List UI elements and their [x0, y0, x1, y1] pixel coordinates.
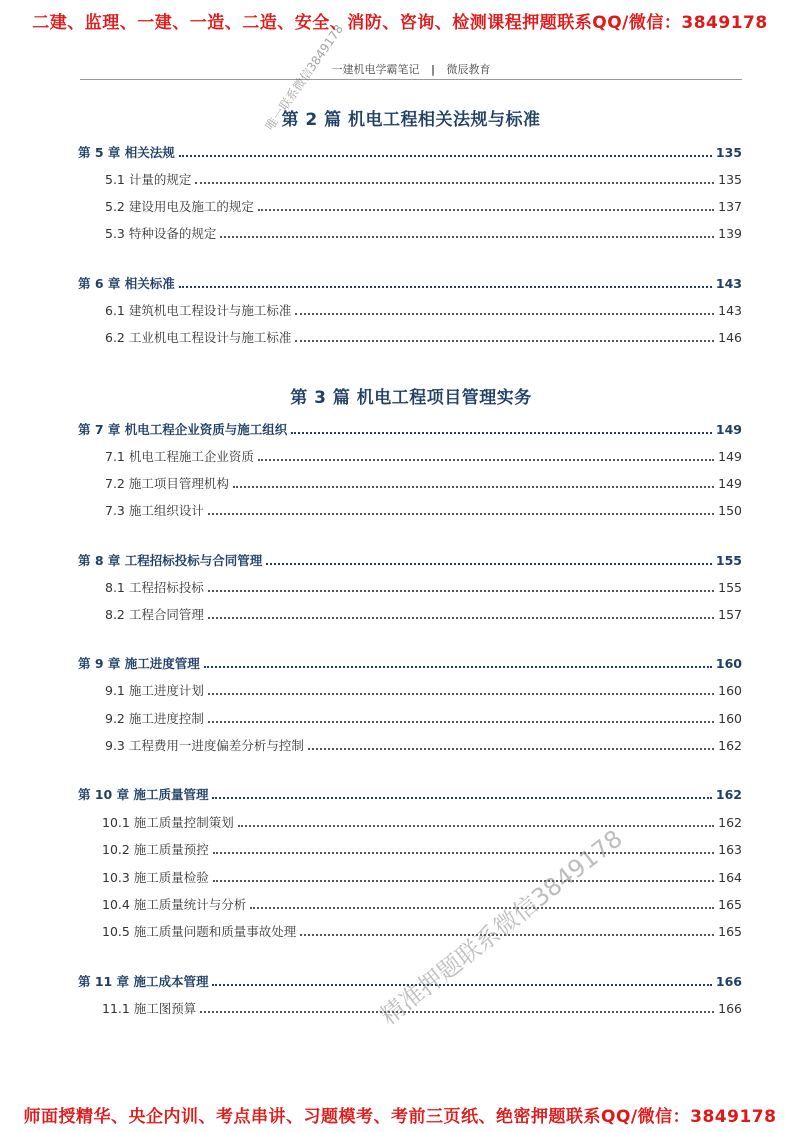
toc-chapter-6[interactable]: [78, 275, 742, 293]
dot-leader: [179, 155, 712, 157]
toc-label: 9.2 施工进度控制: [105, 711, 204, 726]
toc-page-number: 162: [715, 787, 742, 802]
toc-label: 8.2 工程合同管理: [105, 607, 204, 622]
toc-label: 8.1 工程招标投标: [105, 580, 204, 595]
toc-page-number: 165: [718, 924, 742, 939]
dot-leader: [204, 666, 712, 668]
dot-leader: [238, 825, 714, 827]
running-header: [80, 61, 742, 77]
toc-label: 6.1 建筑机电工程设计与施工标准: [105, 303, 292, 318]
toc-section-9-1[interactable]: [78, 682, 742, 700]
dot-leader: [208, 693, 714, 695]
dot-leader: [258, 459, 714, 461]
toc-page-number: 155: [718, 580, 742, 595]
dot-leader: [208, 590, 714, 592]
toc-section-8-2[interactable]: [78, 606, 742, 624]
toc-page-number: 135: [718, 172, 742, 187]
toc-label: 7.1 机电工程施工企业资质: [105, 449, 254, 464]
bottom-banner: 师面授精华、央企内训、考点串讲、习题模考、考前三页纸、绝密押题联系QQ/微信：3849178: [23, 1107, 777, 1127]
dot-leader: [213, 880, 714, 882]
toc-page-number: 162: [718, 738, 742, 753]
dot-leader: [200, 1011, 714, 1013]
toc-label: 7.2 施工项目管理机构: [105, 476, 229, 491]
running-header-separator: |: [430, 63, 436, 76]
toc-chapter-5[interactable]: [78, 144, 742, 162]
dot-leader: [295, 340, 714, 342]
toc-label: 第 8 章 工程招标投标与合同管理: [78, 553, 263, 568]
toc-page-number: 143: [715, 276, 742, 291]
toc-chapter-7[interactable]: [78, 421, 742, 439]
dot-leader: [291, 432, 712, 434]
dot-leader: [266, 563, 712, 565]
dot-leader: [208, 617, 714, 619]
toc-label: 第 10 章 施工质量管理: [78, 787, 209, 802]
toc-section-9-2[interactable]: [78, 710, 742, 728]
toc-page-number: 166: [715, 974, 742, 989]
dot-leader: [208, 721, 714, 723]
toc-label: 5.3 特种设备的规定: [105, 226, 217, 241]
toc-label: 6.2 工业机电工程设计与施工标准: [105, 330, 292, 345]
toc-section-10-3[interactable]: [78, 869, 742, 887]
toc-chapter-9[interactable]: [78, 655, 742, 673]
toc-label: 9.3 工程费用一进度偏差分析与控制: [105, 738, 304, 753]
top-banner: 二建、监理、一建、一造、二造、安全、消防、咨询、检测课程押题联系QQ/微信：3849178: [32, 13, 768, 33]
toc-page-number: 160: [718, 711, 742, 726]
toc-label: 第 11 章 施工成本管理: [78, 974, 209, 989]
dot-leader: [258, 209, 714, 211]
toc-section-8-1[interactable]: [78, 579, 742, 597]
toc-page-number: 160: [715, 656, 742, 671]
toc-label: 5.2 建设用电及施工的规定: [105, 199, 254, 214]
dot-leader: [233, 486, 714, 488]
toc-chapter-8[interactable]: [78, 552, 742, 570]
dot-leader: [212, 797, 711, 799]
toc-label: 第 9 章 施工进度管理: [78, 656, 200, 671]
header-rule: [80, 79, 742, 80]
toc-label: 11.1 施工图预算: [102, 1001, 197, 1016]
toc-page-number: 137: [718, 199, 742, 214]
toc-page-number: 162: [718, 815, 742, 830]
toc-label: 10.3 施工质量检验: [102, 870, 209, 885]
toc-section-10-1[interactable]: [78, 814, 742, 832]
toc-section-9-3[interactable]: [78, 737, 742, 755]
dot-leader: [308, 748, 714, 750]
toc-label: 9.1 施工进度计划: [105, 683, 204, 698]
dot-leader: [213, 852, 714, 854]
toc-section-5-3[interactable]: [78, 225, 742, 243]
dot-leader: [208, 513, 714, 515]
toc-page-number: 157: [718, 607, 742, 622]
dot-leader: [212, 984, 711, 986]
toc-label: 第 7 章 机电工程企业资质与施工组织: [78, 422, 288, 437]
toc-section-7-2[interactable]: [78, 475, 742, 493]
toc-page-number: 166: [718, 1001, 742, 1016]
toc-section-5-2[interactable]: [78, 198, 742, 216]
dot-leader: [220, 236, 714, 238]
toc-section-7-3[interactable]: [78, 502, 742, 520]
toc-page-number: 155: [715, 553, 742, 568]
toc-page-number: 163: [718, 842, 742, 857]
toc-section-7-1[interactable]: [78, 448, 742, 466]
toc-page-number: 149: [718, 476, 742, 491]
toc-page-number: 160: [718, 683, 742, 698]
toc-chapter-10[interactable]: [78, 786, 742, 804]
toc-label: 5.1 计量的规定: [105, 172, 192, 187]
part-title-2: 第 2 篇 机电工程相关法规与标准: [281, 110, 541, 130]
toc-page-number: 150: [718, 503, 742, 518]
toc-page-number: 135: [715, 145, 742, 160]
toc-page-number: 149: [718, 449, 742, 464]
toc-section-10-2[interactable]: [78, 841, 742, 859]
dot-leader: [179, 286, 712, 288]
toc-section-6-2[interactable]: [78, 329, 742, 347]
toc-section-5-1[interactable]: [78, 171, 742, 189]
part-title-3: 第 3 篇 机电工程项目管理实务: [290, 388, 532, 408]
toc-section-6-1[interactable]: [78, 302, 742, 320]
toc-page-number: 165: [718, 897, 742, 912]
toc-page-number: 143: [718, 303, 742, 318]
dot-leader: [250, 907, 714, 909]
toc-section-10-5[interactable]: [78, 923, 742, 941]
watermark-contact: 唯一联系微信3849178: [262, 22, 347, 133]
toc-page-number: 146: [718, 330, 742, 345]
toc-label: 10.4 施工质量统计与分析: [102, 897, 247, 912]
toc-label: 第 6 章 相关标准: [78, 276, 175, 291]
dot-leader: [195, 182, 714, 184]
running-header-title: 一建机电学霸笔记: [331, 63, 420, 76]
toc-label: 7.3 施工组织设计: [105, 503, 204, 518]
toc-section-10-4[interactable]: [78, 896, 742, 914]
toc-page-number: 139: [718, 226, 742, 241]
toc-label: 10.2 施工质量预控: [102, 842, 209, 857]
watermark-contact-large: 精准押题联系微信3849178: [374, 824, 628, 1031]
toc-label: 10.1 施工质量控制策划: [102, 815, 234, 830]
dot-leader: [295, 313, 714, 315]
toc-page-number: 149: [715, 422, 742, 437]
running-header-publisher: 微辰教育: [446, 63, 491, 76]
toc-label: 10.5 施工质量问题和质量事故处理: [102, 924, 297, 939]
toc-page-number: 164: [718, 870, 742, 885]
toc-label: 第 5 章 相关法规: [78, 145, 175, 160]
